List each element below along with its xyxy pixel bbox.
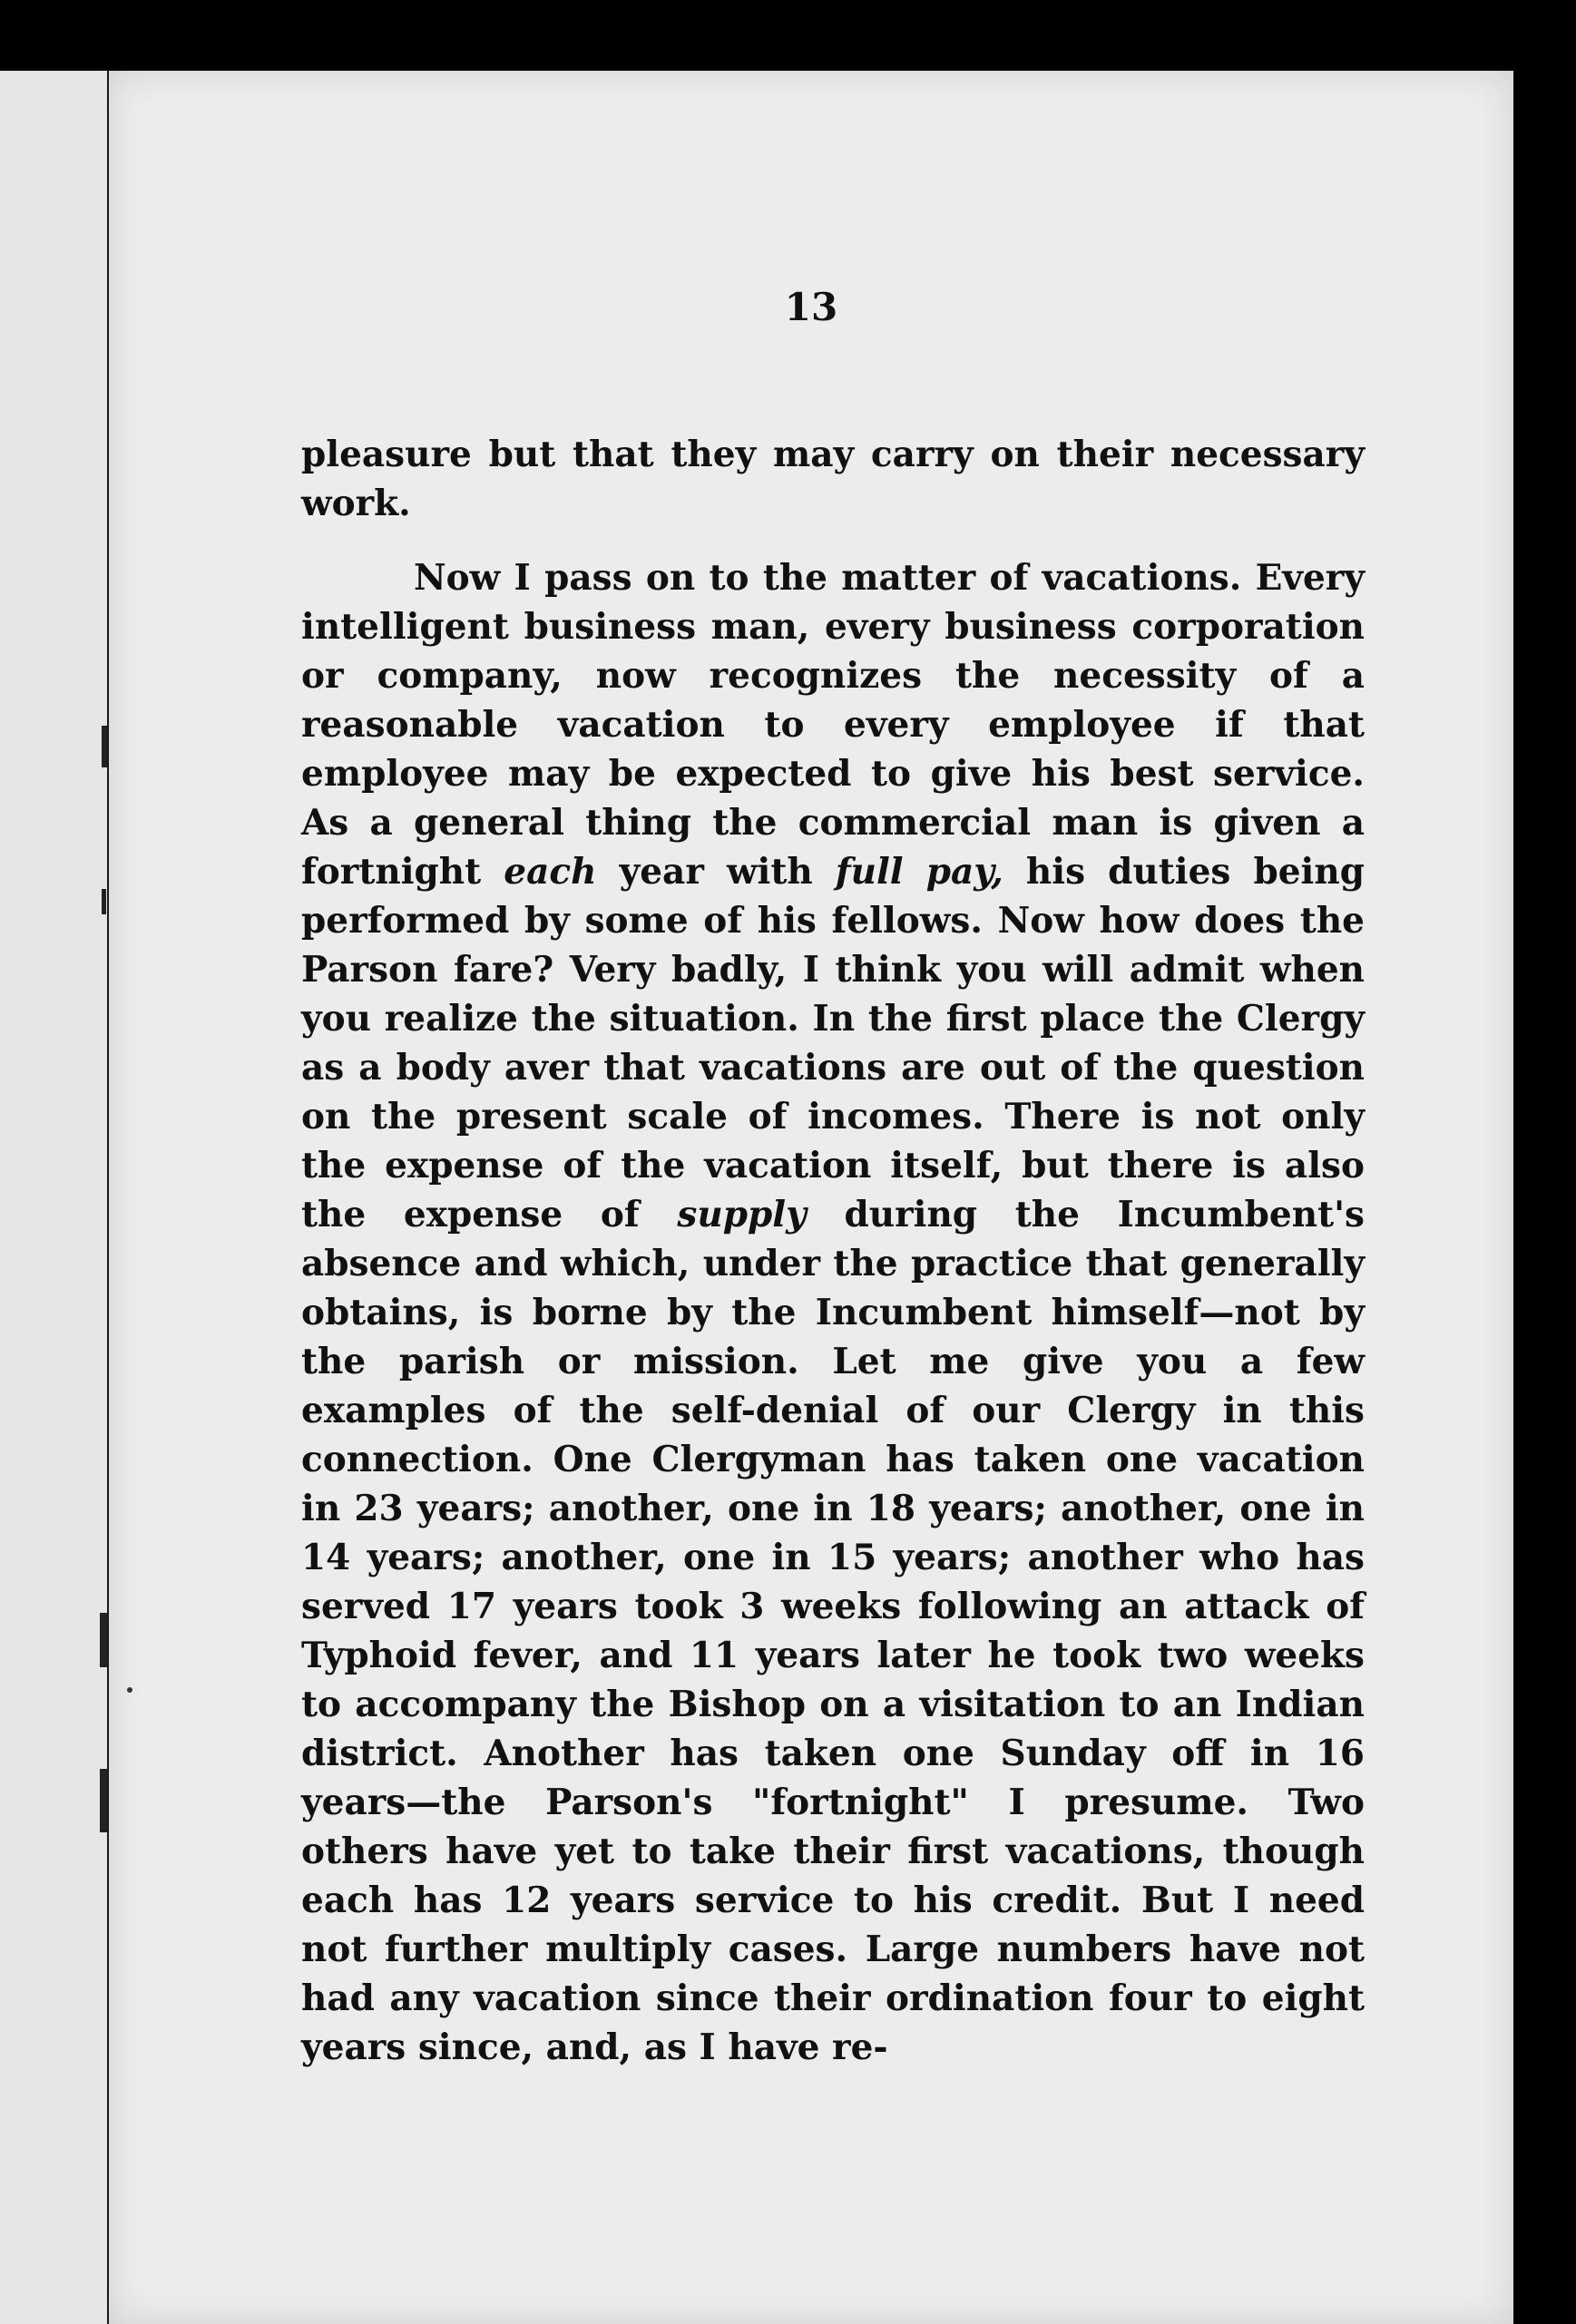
text-run: Now I pass on to the matter of vacations. Every intelligent business man, every business corporation or company, now recognizes the necessity of a reasonable vacation to every employee if that employee may be expected to give his best service. As a general thing the commercial man is given a fortnight [301,557,1365,893]
text-run: pleasure but that they may carry on their necessary work. [301,434,1365,524]
italic-text: full pay, [835,851,1003,893]
page-number: 13 [784,285,838,329]
italic-text: supply [677,1194,807,1235]
book-page [109,71,1513,2324]
gutter-mark [102,726,107,767]
text-run: during the Incumbent's absence and which, under the practice that generally obtains, is borne by the Incumbent himself—not by the parish or mission. Let me give you a few examples of the self-denial of our Clergy in this connection. One Clergyman has taken one vacation in 23 years; another, one in 18 years; another, one in 14 years; another, one in 15 years; another who has served 17 years took 3 weeks following an attack of Typhoid fever, and 11 years later he took two weeks to accompany the Bishop on a visitation to an Indian district. Another has taken one Sunday off in 16 years—the Parson's "fortnight" I presume. Two others have yet to take their first vacations, though each has 12 years service to his credit. But I need not further multiply cases. Large numbers have not had any vacation since their ordination four to eight years since, and, as I have re- [301,1194,1365,2068]
gutter-dot [127,1687,132,1693]
gutter-mark [100,1613,107,1667]
gutter-mark [102,889,106,914]
scan-border [1513,71,1576,2324]
paragraph [301,430,1365,528]
text-run: year with [596,851,836,893]
italic-text: each [504,851,597,893]
text-run: his duties being performed by some of his fellows. Now how does the Parson fare? Very badly, I think you will admit when you realize the situation. In the first place the Clergy as a body aver that vacations are out of the question on the present scale of incomes. There is not only the expense of the vacation itself, but there is also the expense of [301,851,1365,1235]
facing-page-edge [0,71,109,2324]
body-text [301,430,1365,2072]
paragraph [301,553,1365,2072]
gutter-mark [100,1769,107,1832]
